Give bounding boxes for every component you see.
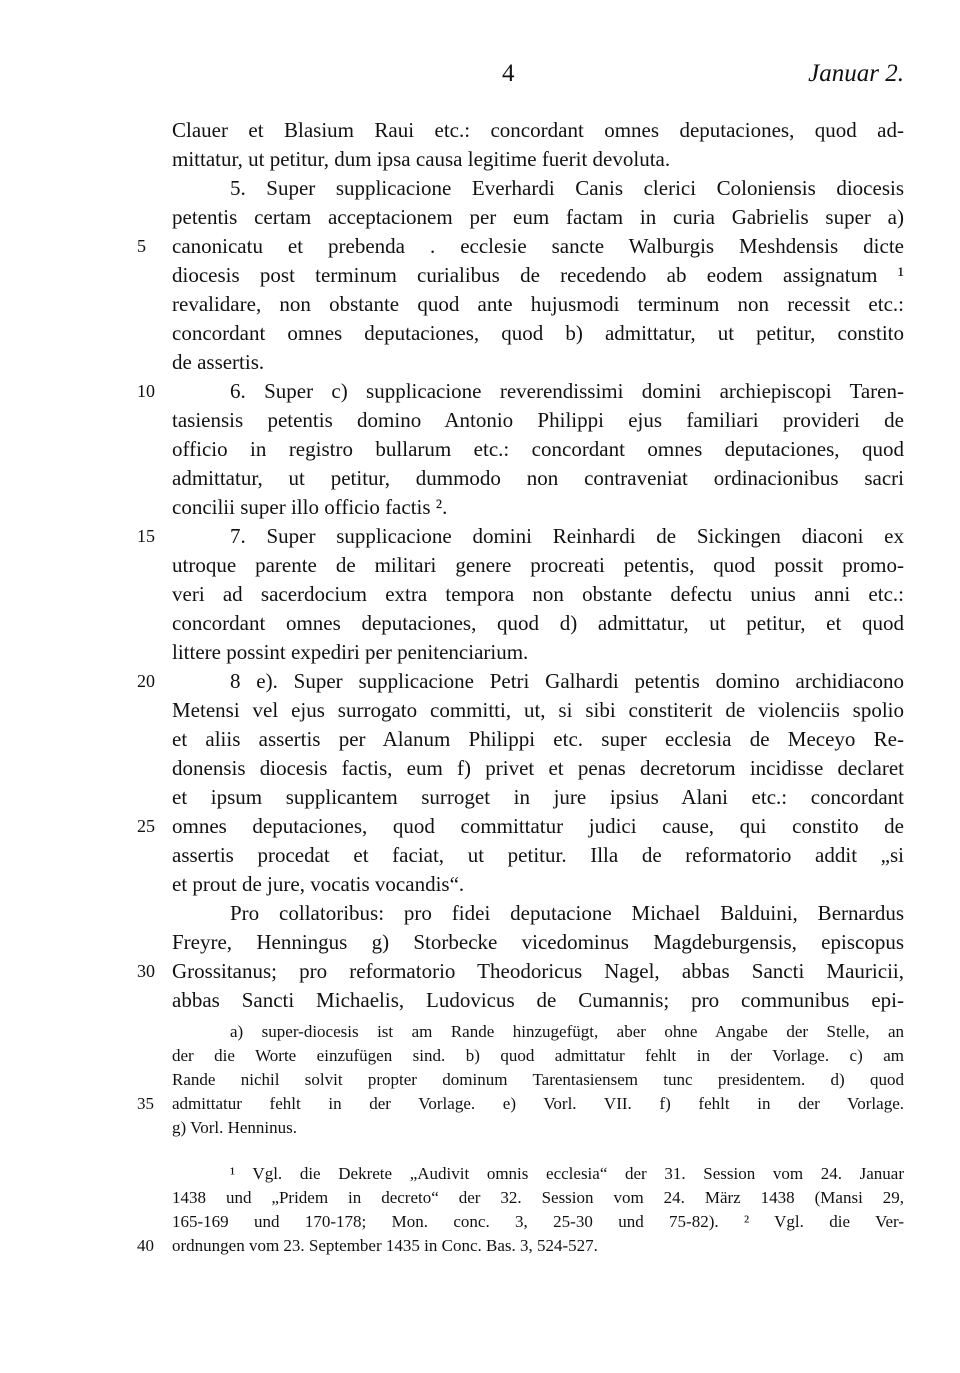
body-line: et aliis assertis per Alanum Philippi etc. super ecclesia de Meceyo Re- [172,727,904,751]
body-line: petentis certam acceptacionem per eum factam in curia Gabrielis super a) [172,205,904,229]
body-line: 7. Super supplicacione domini Reinhardi de Sickingen diaconi ex [230,524,904,548]
footnote-line: 165-169 und 170-178; Mon. conc. 3, 25-30 und 75-82). ² Vgl. die Ver- [172,1212,904,1231]
body-line: et prout de jure, vocatis vocandis“. [172,872,465,896]
body-line: omnes deputaciones, quod committatur judici cause, qui constito de [172,814,904,838]
body-line: Metensi vel ejus surrogato committi, ut, si sibi constiterit de violenciis spolio [172,698,904,722]
body-line: revalidare, non obstante quod ante hujusmodi terminum non recessit etc.: [172,292,904,316]
body-line: Clauer et Blasium Raui etc.: concordant omnes deputaciones, quod ad- [172,118,904,142]
body-line: admittatur, ut petitur, dummodo non contraveniat ordinacionibus sacri [172,466,904,490]
running-head: Januar 2. [808,60,904,87]
body-line: canonicatu et prebenda . ecclesie sancte Walburgis Meshdensis dicte [172,234,904,258]
line-number: 35 [137,1094,154,1113]
body-line: officio in registro bullarum etc.: concordant omnes deputaciones, quod [172,437,904,461]
body-line: concordant omnes deputaciones, quod d) admittatur, ut petitur, et quod [172,611,904,635]
page-number: 4 [502,60,515,87]
body-line: mittatur, ut petitur, dum ipsa causa legitime fuerit devoluta. [172,147,671,171]
apparatus-line: a) super-diocesis ist am Rande hinzugefügt, aber ohne Angabe der Stelle, an [230,1022,904,1041]
body-line: Freyre, Henningus g) Storbecke vicedominus Magdeburgensis, episcopus [172,930,904,954]
line-number: 10 [137,381,155,401]
line-number: 30 [137,961,155,981]
body-line: tasiensis petentis domino Antonio Philippi ejus familiari provideri de [172,408,904,432]
footnote-line: ordnungen vom 23. September 1435 in Conc. Bas. 3, 524-527. [172,1236,598,1255]
apparatus-line: g) Vorl. Henninus. [172,1118,297,1137]
body-line: concordant omnes deputaciones, quod b) admittatur, ut petitur, constito [172,321,904,345]
body-line: et ipsum supplicantem surroget in jure ipsius Alani etc.: concordant [172,785,904,809]
line-number: 25 [137,816,155,836]
body-line: 6. Super c) supplicacione reverendissimi domini archiepiscopi Taren- [230,379,904,403]
line-number: 40 [137,1236,154,1255]
line-number: 15 [137,526,155,546]
apparatus-line: Rande nichil solvit propter dominum Tarentasiensem tunc presidentem. d) quod [172,1070,904,1089]
body-line: assertis procedat et faciat, ut petitur. Illa de reformatorio addit „si [172,843,904,867]
footnote-line: ¹ Vgl. die Dekrete „Audivit omnis ecclesia“ der 31. Session vom 24. Januar [230,1164,904,1183]
line-number: 20 [137,671,155,691]
body-line: de assertis. [172,350,265,374]
line-number: 5 [137,236,146,256]
body-line: diocesis post terminum curialibus de recedendo ab eodem assignatum ¹ [172,263,904,287]
body-line: abbas Sancti Michaelis, Ludovicus de Cumannis; pro communibus epi- [172,988,904,1012]
body-line: Grossitanus; pro reformatorio Theodoricus Nagel, abbas Sancti Mauricii, [172,959,904,983]
body-line: concilii super illo officio factis ². [172,495,448,519]
apparatus-line: der die Worte einzufügen sind. b) quod admittatur fehlt in der Vorlage. c) am [172,1046,904,1065]
footnote-separator [172,1150,904,1151]
footnote-line: 1438 und „Pridem in decreto“ der 32. Session vom 24. März 1438 (Mansi 29, [172,1188,904,1207]
body-line: littere possint expediri per penitenciarium. [172,640,529,664]
body-line: 8 e). Super supplicacione Petri Galhardi petentis domino archidiacono [230,669,904,693]
apparatus-line: admittatur fehlt in der Vorlage. e) Vorl. VII. f) fehlt in der Vorlage. [172,1094,904,1113]
body-line: donensis diocesis factis, eum f) privet et penas decretorum incidisse declaret [172,756,904,780]
body-line: utroque parente de militari genere procreati petentis, quod possit promo- [172,553,904,577]
body-line: veri ad sacerdocium extra tempora non obstante defectu unius anni etc.: [172,582,904,606]
body-line: Pro collatoribus: pro fidei deputacione Michael Balduini, Bernardus [230,901,904,925]
page-header [172,60,904,94]
body-line: 5. Super supplicacione Everhardi Canis clerici Coloniensis diocesis [230,176,904,200]
